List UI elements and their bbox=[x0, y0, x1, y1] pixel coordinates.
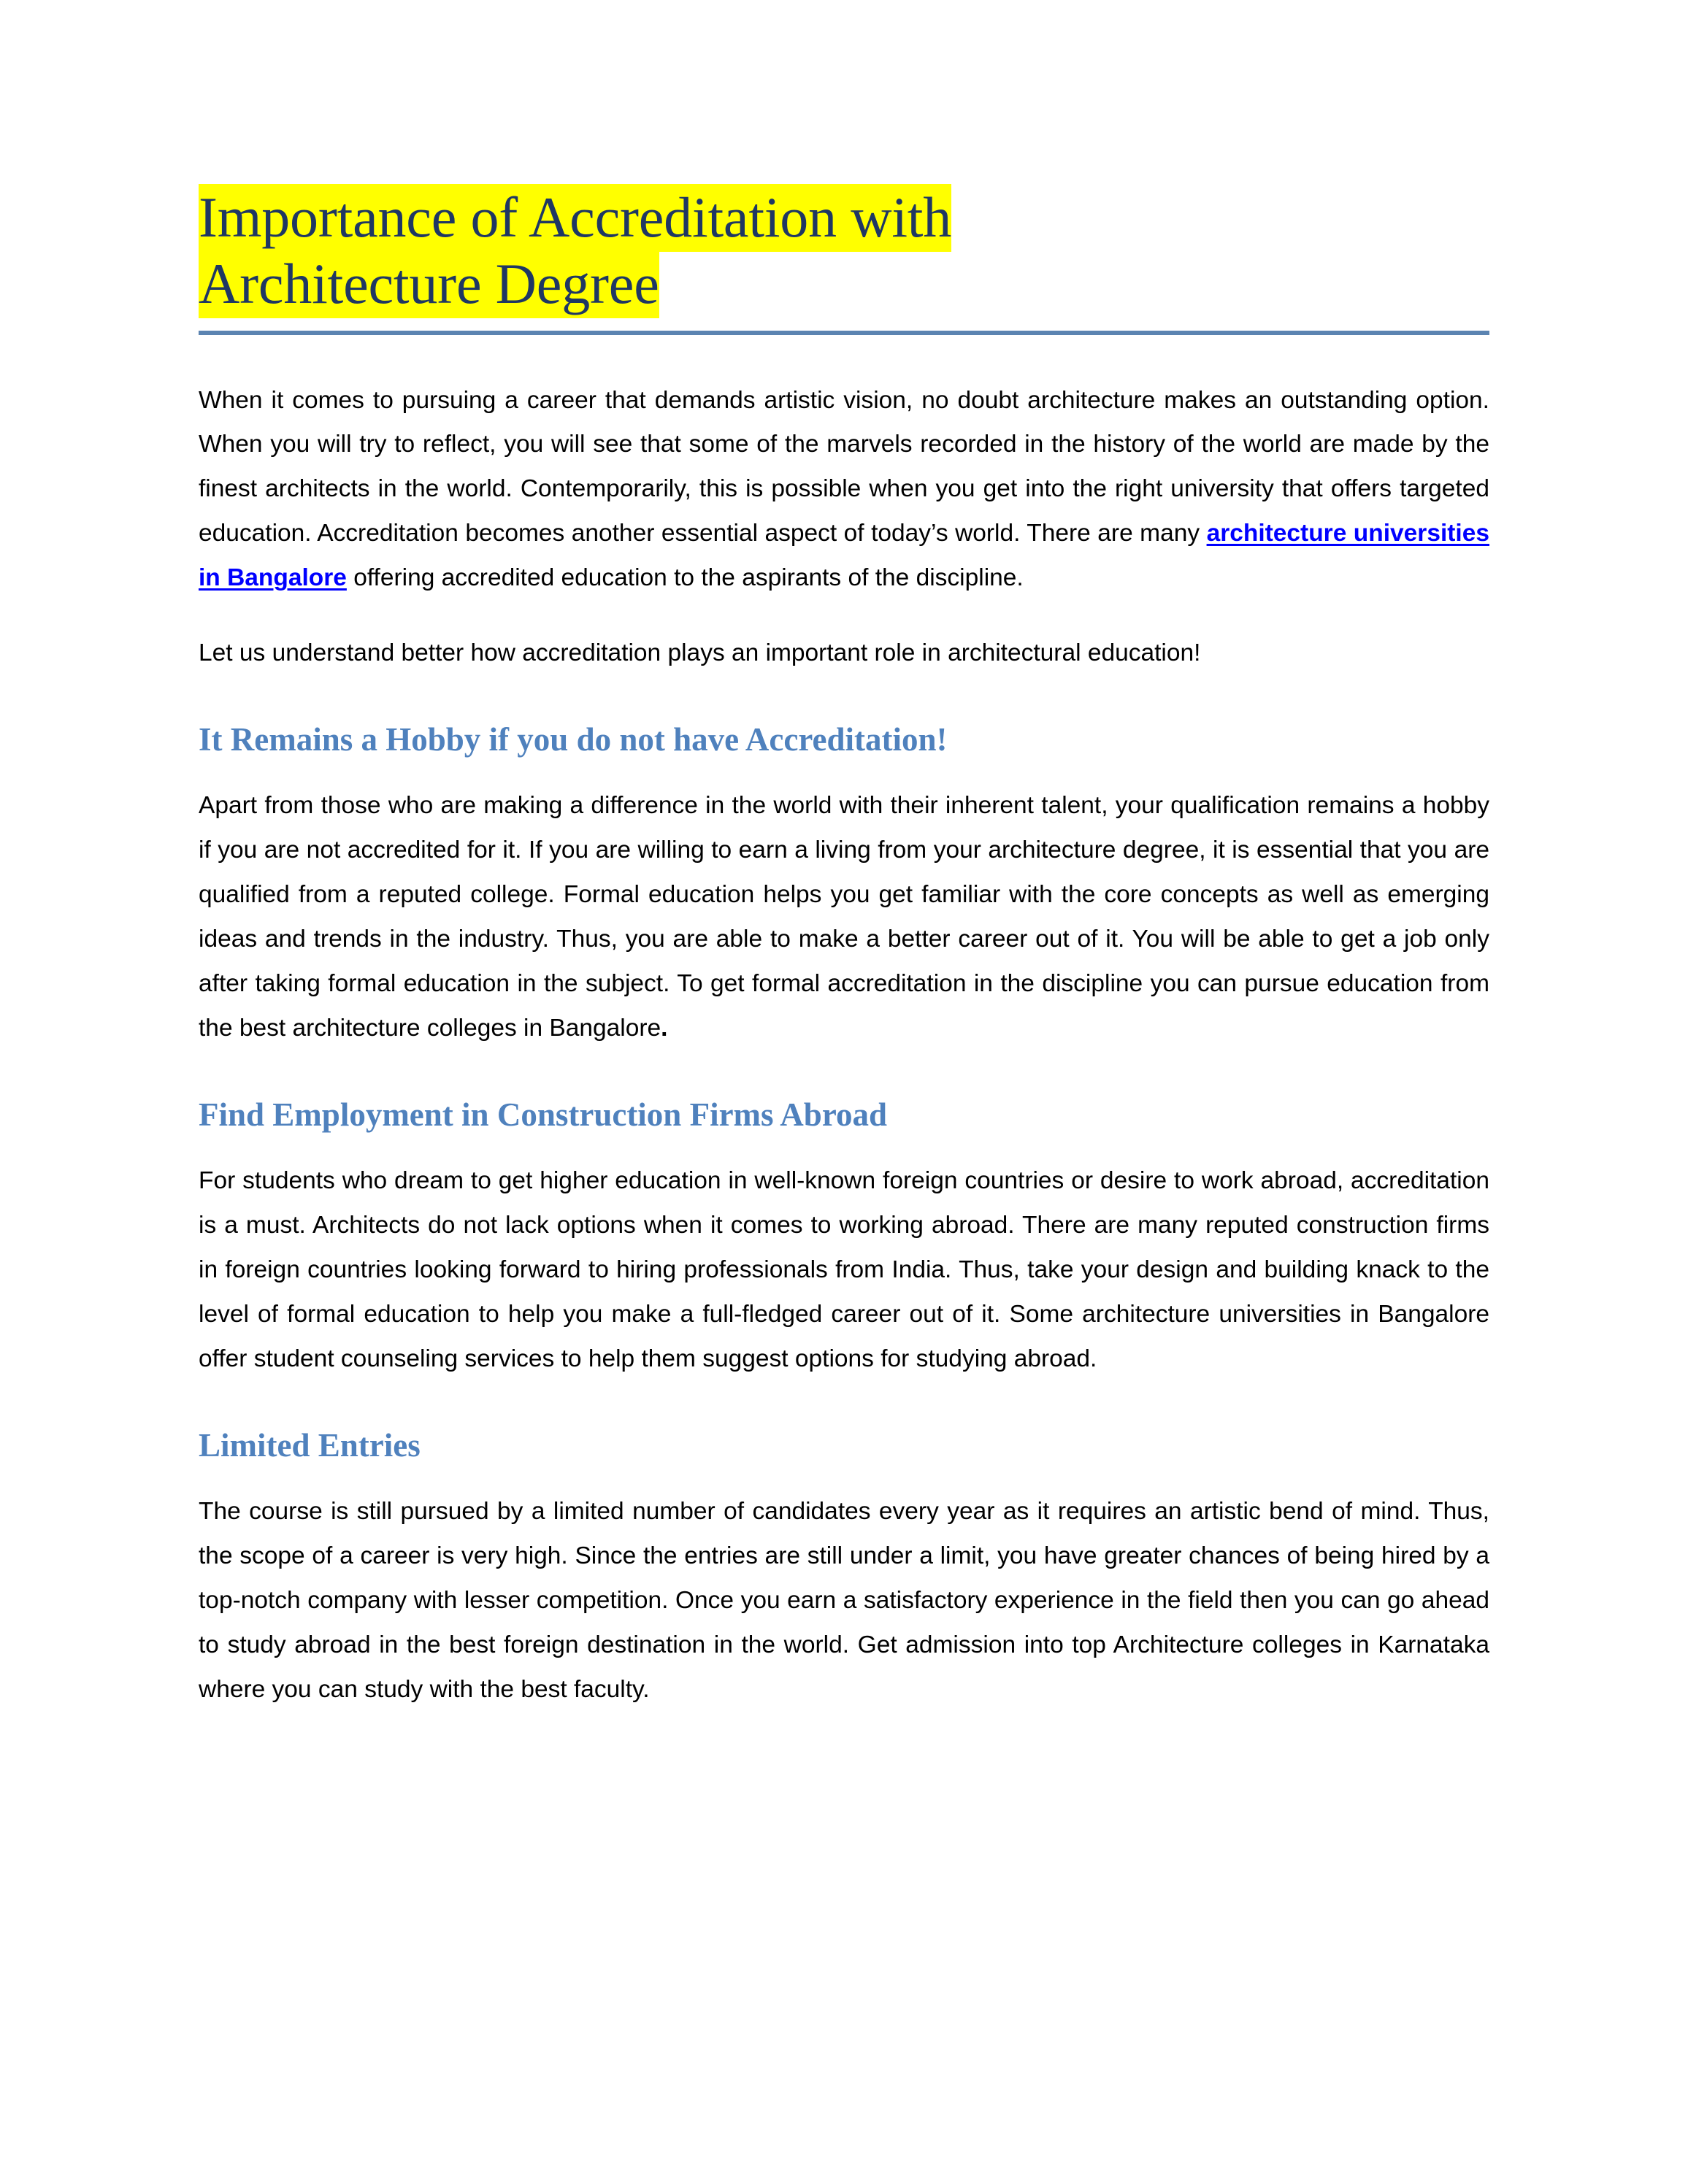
title-divider bbox=[199, 331, 1489, 335]
architecture-universities-bangalore-link[interactable]: architecture universities in Bangalore bbox=[199, 520, 1490, 592]
section-heading-limited-entries: Limited Entries bbox=[199, 1426, 421, 1464]
intro-paragraph-1-text-before-link: When it comes to pursuing a career that demands artistic vision, no doubt architecture makes an outstanding option. When you will try to reflect, you will see that some of the marvels recorded in the history of the world are made by the finest architects in the world. Contemporarily, this is possible when you get into the right university that offers targeted education. Accreditation becomes another essential aspect of today’s world. There are many bbox=[199, 386, 1489, 547]
section-paragraph-employment: For students who dream to get higher education in well-known foreign countries or desire to work abroad, accreditation is a must. Architects do not lack options when it comes to working abroad. There are many reputed construction firms in foreign countries looking forward to hiring professionals from India. Thus, take your design and building knack to the level of formal education to help you make a full-fledged career out of it. Some architecture universities in Bangalore offer student counseling services to help them suggest options for studying abroad. bbox=[199, 1167, 1489, 1372]
section-paragraph-limited-entries: The course is still pursued by a limited number of candidates every year as it requires an artistic bend of mind. Thus, the scope of a career is very high. Since the entries are still under a limit, you have greater chances of being hired by a top-notch company with lesser competition. Once you earn a satisfactory experience in the field then you can go ahead to study abroad in the best foreign destination in the world. Get admission into top Architecture colleges in Karnataka where you can study with the best faculty. bbox=[199, 1497, 1489, 1703]
section-paragraph-hobby-tail: . bbox=[661, 1015, 668, 1042]
page-title-line-2: Architecture Degree bbox=[199, 250, 659, 318]
document-content bbox=[199, 184, 1489, 1712]
intro-paragraph-1-text-after-link: offering accredited education to the aspirants of the discipline. bbox=[346, 564, 1024, 592]
intro-paragraph-1 bbox=[199, 379, 1489, 601]
intro-paragraph-2: Let us understand better how accreditation plays an important role in architectural education! bbox=[199, 639, 1201, 667]
section-heading-hobby: It Remains a Hobby if you do not have Accreditation! bbox=[199, 721, 948, 758]
page-title bbox=[199, 184, 1489, 318]
page-title-line-1: Importance of Accreditation with bbox=[199, 184, 951, 252]
section-paragraph-hobby bbox=[199, 784, 1489, 1051]
section-heading-employment: Find Employment in Construction Firms Abroad bbox=[199, 1096, 888, 1134]
section-paragraph-hobby-text: Apart from those who are making a difference in the world with their inherent talent, your qualification remains a hobby if you are not accredited for it. If you are willing to earn a living from your architecture degree, it is essential that you are qualified from a reputed college. Formal education helps you get familiar with the core concepts as well as emerging ideas and trends in the industry. Thus, you are able to make a better career out of it. You will be able to get a job only after taking formal education in the subject. To get formal accreditation in the discipline you can pursue education from the best architecture colleges in Bangalore bbox=[199, 792, 1489, 1042]
